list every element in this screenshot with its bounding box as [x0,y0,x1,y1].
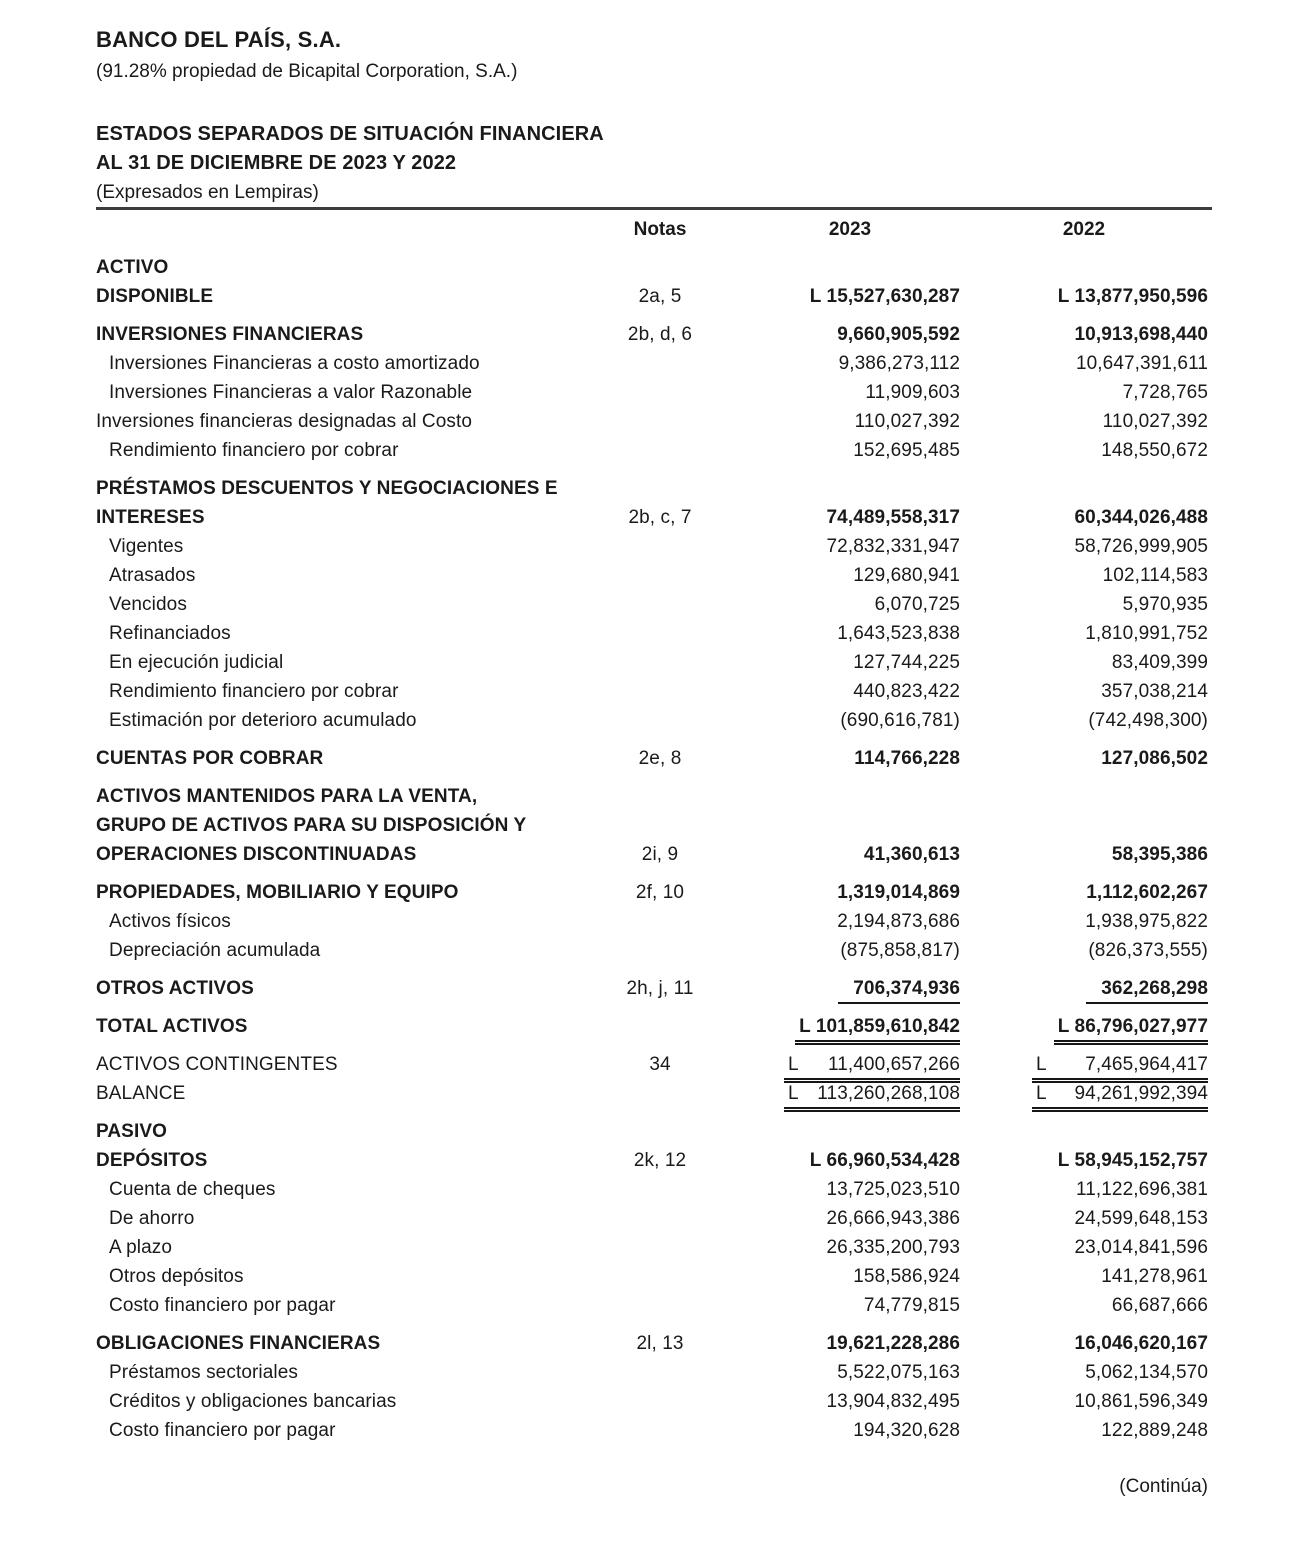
value-2022-amount: 148,550,672 [1101,440,1208,461]
value-2023-amount: 13,904,832,495 [826,1391,960,1412]
value-2023-amount: 11,909,603 [865,382,960,403]
statement-row [96,811,1208,840]
value-2022 [960,840,1208,869]
value-2023-amount: 26,666,943,386 [826,1208,960,1229]
row-label: Estimación por deterioro acumulado [109,710,417,731]
value-2023 [740,590,960,619]
value-2022 [960,1416,1208,1445]
currency-symbol: L [788,1054,799,1075]
row-label: Inversiones financieras designadas al Costo [96,411,473,432]
value-2022-amount: 16,046,620,167 [1074,1333,1208,1354]
value-2022-amount: 10,647,391,611 [1075,353,1208,374]
statement-row [96,474,1208,503]
value-2022-amount: 127,086,502 [1101,748,1208,769]
value-2023 [740,1117,960,1146]
value-2022-amount: L 58,945,152,757 [1057,1150,1208,1171]
row-notes [580,436,740,465]
value-2022-amount: 1,810,991,752 [1085,623,1208,644]
value-2023 [740,811,960,840]
row-notes [580,590,740,619]
row-notes: 2f, 10 [635,882,685,903]
statement-row [96,1079,1208,1108]
statement-row [96,878,1208,907]
value-2022 [960,648,1208,677]
row-notes: 2l, 13 [636,1333,684,1354]
value-2023 [740,648,960,677]
value-2023 [740,1012,960,1045]
value-2022-amount: 10,861,596,349 [1074,1391,1208,1412]
value-2022-amount: L 13,877,950,596 [1057,286,1208,307]
statement-row [96,648,1208,677]
row-label: Inversiones Financieras a costo amortizado [109,353,480,374]
value-2022-amount: 60,344,026,488 [1074,507,1208,528]
value-2022-amount: 122,889,248 [1101,1420,1208,1441]
row-label: De ahorro [109,1208,195,1229]
statement-row [96,1291,1208,1320]
value-2023-amount: 6,070,725 [874,594,960,615]
value-2022-amount: 141,278,961 [1101,1266,1208,1287]
row-notes: 2e, 8 [638,748,682,769]
value-2023 [740,436,960,465]
statement-row [96,1117,1208,1146]
value-2022-amount: 58,395,386 [1111,844,1208,865]
value-2023-number: 11,400,657,266 [827,1054,960,1075]
value-2022 [960,677,1208,706]
value-2023 [740,907,960,936]
row-notes: 2k, 12 [633,1150,687,1171]
row-notes [580,782,740,811]
row-label: Inversiones Financieras a valor Razonable [109,382,473,403]
value-2022 [960,907,1208,936]
statement-row [96,1329,1208,1358]
value-2023 [740,1079,960,1112]
row-label: Otros depósitos [109,1266,244,1287]
statement-row [96,561,1208,590]
row-label: A plazo [109,1237,173,1258]
value-2023-amount: L 101,859,610,842 [795,1013,960,1045]
value-2023 [740,744,960,773]
value-2022 [960,706,1208,735]
row-notes [580,1079,740,1112]
row-label: OBLIGACIONES FINANCIERAS [96,1333,381,1354]
statement-row [96,378,1208,407]
value-2023 [740,1358,960,1387]
row-notes [580,1416,740,1445]
row-label: INTERESES [96,507,205,528]
value-2022 [960,1146,1208,1175]
value-2023-amount: (690,616,781) [840,710,960,731]
column-header-row [96,214,1208,245]
value-2022-amount: (742,498,300) [1088,710,1208,731]
row-notes [580,677,740,706]
row-label: DISPONIBLE [96,286,214,307]
value-2023-amount: 110,027,392 [854,411,960,432]
value-2022 [960,378,1208,407]
row-notes [580,1204,740,1233]
value-2022 [960,282,1208,311]
value-2023 [740,253,960,282]
continuation-note: (Continúa) [1119,1476,1208,1497]
row-label: ACTIVOS CONTINGENTES [96,1054,338,1075]
row-notes [580,474,740,503]
value-2023-amount: L 66,960,534,428 [809,1150,960,1171]
value-2022-amount: 58,726,999,905 [1074,536,1208,557]
statement-row [96,590,1208,619]
currency-symbol: L [1036,1054,1047,1075]
value-2022 [960,407,1208,436]
value-2023 [740,1416,960,1445]
value-2022-amount: 7,728,765 [1122,382,1208,403]
value-2022 [960,1079,1208,1112]
row-notes [580,619,740,648]
row-label: TOTAL ACTIVOS [96,1016,248,1037]
value-2022-amount: 66,687,666 [1111,1295,1208,1316]
value-2023-amount: 158,586,924 [853,1266,960,1287]
currency-symbol: L [1036,1083,1047,1104]
row-label: Costo financiero por pagar [109,1420,336,1441]
value-2023-amount: 129,680,941 [853,565,960,586]
value-2023-amount: 74,489,558,317 [826,507,960,528]
value-2023 [740,1204,960,1233]
row-notes [580,706,740,735]
row-label: Rendimiento financiero por cobrar [109,440,399,461]
statement-row [96,744,1208,773]
statement-row [96,1050,1208,1079]
row-notes [580,532,740,561]
value-2022 [960,532,1208,561]
value-2022 [960,936,1208,965]
value-2022 [960,1175,1208,1204]
header-divider [96,207,1212,210]
statement-row [96,532,1208,561]
value-2022 [960,782,1208,811]
row-label: PROPIEDADES, MOBILIARIO Y EQUIPO [96,882,459,903]
value-2023 [740,782,960,811]
value-2022 [960,1204,1208,1233]
statement-row [96,1387,1208,1416]
row-notes [580,811,740,840]
value-2023 [740,1146,960,1175]
value-2022 [960,974,1208,1004]
statement-row [96,503,1208,532]
value-2022 [960,474,1208,503]
statement-row [96,619,1208,648]
value-2023-amount: 26,335,200,793 [826,1237,960,1258]
row-notes [580,349,740,378]
value-2022 [960,436,1208,465]
value-2022 [960,1329,1208,1358]
statement-title: ESTADOS SEPARADOS DE SITUACIÓN FINANCIERA [96,123,604,145]
value-2023-amount: L 15,527,630,287 [809,286,960,307]
value-2023 [740,474,960,503]
bank-name: BANCO DEL PAÍS, S.A. [96,27,342,52]
statement-row [96,782,1208,811]
row-notes: 34 [649,1054,671,1075]
value-2023-amount: 1,319,014,869 [837,882,960,903]
value-2022 [960,561,1208,590]
value-2023 [740,1329,960,1358]
statement-row [96,907,1208,936]
value-2023 [740,407,960,436]
row-label: Rendimiento financiero por cobrar [109,681,399,702]
value-2022-number: 7,465,964,417 [1085,1054,1208,1075]
value-2023-amount: 41,360,613 [863,844,960,865]
value-2022 [960,1233,1208,1262]
value-2023-amount: 9,660,905,592 [837,324,960,345]
statement-row [96,1146,1208,1175]
row-label: INVERSIONES FINANCIERAS [96,324,364,345]
row-notes [580,253,740,282]
row-notes [580,936,740,965]
row-notes [580,378,740,407]
row-label: Activos físicos [109,911,231,932]
value-2023 [740,320,960,349]
value-2023 [740,378,960,407]
value-2023 [740,349,960,378]
value-2022 [960,619,1208,648]
statement-row [96,1175,1208,1204]
value-2023-amount: 194,320,628 [853,1420,960,1441]
row-notes [580,1358,740,1387]
statement-row [96,320,1208,349]
value-2022-amount: 1,112,602,267 [1086,882,1208,903]
column-header-2023: 2023 [828,219,872,240]
value-2022-amount: 24,599,648,153 [1074,1208,1208,1229]
value-2022 [960,253,1208,282]
value-2023 [740,878,960,907]
value-2023 [740,706,960,735]
value-2023-amount: 74,779,815 [863,1295,960,1316]
value-2022 [960,320,1208,349]
row-label: PRÉSTAMOS DESCUENTOS Y NEGOCIACIONES E [96,478,558,499]
row-notes [580,1387,740,1416]
row-label: Créditos y obligaciones bancarias [109,1391,397,1412]
value-2023-amount: 152,695,485 [853,440,960,461]
currency-note: (Expresados en Lempiras) [96,182,319,203]
statement-row [96,677,1208,706]
row-label: ACTIVO [96,257,169,278]
statement-date: AL 31 DE DICIEMBRE DE 2023 Y 2022 [96,152,457,174]
statement-row [96,1233,1208,1262]
value-2023 [740,840,960,869]
row-label: OTROS ACTIVOS [96,978,254,999]
value-2023-amount: 440,823,422 [853,681,960,702]
statement-row [96,936,1208,965]
row-label: Depreciación acumulada [109,940,321,961]
value-2022-amount: 1,938,975,822 [1085,911,1208,932]
ownership-note: (91.28% propiedad de Bicapital Corporation, S.A.) [96,61,518,82]
value-2022 [960,1117,1208,1146]
value-2022 [960,349,1208,378]
value-2022 [960,590,1208,619]
value-2022-number: 94,261,992,394 [1074,1083,1208,1104]
value-2023 [740,974,960,1004]
statement-row [96,282,1208,311]
value-2023 [740,561,960,590]
row-label: Vencidos [109,594,187,615]
value-2023-number: 113,260,268,108 [817,1083,960,1104]
value-2022 [960,878,1208,907]
value-2023 [740,619,960,648]
value-2023-amount: 5,522,075,163 [837,1362,960,1383]
value-2023 [740,1387,960,1416]
row-notes: 2b, c, 7 [628,507,692,528]
value-2023-amount: 1,643,523,838 [837,623,960,644]
value-2022 [960,1262,1208,1291]
row-label: ACTIVOS MANTENIDOS PARA LA VENTA, [96,786,478,807]
row-label: DEPÓSITOS [96,1150,208,1171]
value-2023-amount: (875,858,817) [840,940,960,961]
value-2023-amount: 19,621,228,286 [826,1333,960,1354]
row-label: CUENTAS POR COBRAR [96,748,324,769]
statement-rows [96,253,1208,1445]
row-label: BALANCE [96,1083,186,1104]
value-2023-amount: 706,374,936 [838,975,960,1004]
row-label: Vigentes [109,536,184,557]
value-2023-amount: 127,744,225 [853,652,960,673]
value-2023 [740,1291,960,1320]
value-2022 [960,1291,1208,1320]
value-2023 [740,1233,960,1262]
row-notes [580,561,740,590]
row-notes [580,1117,740,1146]
statement-row [96,1358,1208,1387]
statement-row [96,1012,1208,1041]
currency-symbol: L [788,1083,799,1104]
value-2022 [960,1012,1208,1045]
statement-row [96,1416,1208,1445]
value-2022-amount: 5,062,134,570 [1085,1362,1208,1383]
value-2022-amount: 23,014,841,596 [1074,1237,1208,1258]
statement-row [96,840,1208,869]
value-2023-amount [784,1080,960,1112]
row-notes: 2h, j, 11 [626,978,694,999]
value-2023-amount: 13,725,023,510 [826,1179,960,1200]
statement-row [96,974,1208,1003]
value-2022-amount: 11,122,696,381 [1075,1179,1208,1200]
value-2022 [960,811,1208,840]
row-label: Costo financiero por pagar [109,1295,336,1316]
value-2022-amount: 5,970,935 [1122,594,1208,615]
value-2023 [740,677,960,706]
value-2022-amount: 110,027,392 [1102,411,1208,432]
column-header-spacer [96,214,580,245]
column-header-notas: Notas [633,219,687,240]
value-2022-amount: 83,409,399 [1111,652,1208,673]
row-label: Refinanciados [109,623,231,644]
statement-row [96,436,1208,465]
value-2023 [740,532,960,561]
value-2022-amount: 357,038,214 [1101,681,1208,702]
row-label: Atrasados [109,565,196,586]
value-2022 [960,1358,1208,1387]
value-2023-amount: 9,386,273,112 [838,353,960,374]
row-label: PASIVO [96,1121,167,1142]
row-notes [580,1233,740,1262]
row-notes [580,648,740,677]
row-label: Cuenta de cheques [109,1179,276,1200]
statement-row [96,1262,1208,1291]
statement-title-block [96,120,1208,178]
statement-row [96,706,1208,735]
value-2023 [740,503,960,532]
value-2022-amount: 362,268,298 [1086,975,1208,1004]
value-2023 [740,282,960,311]
row-notes [580,407,740,436]
row-notes: 2i, 9 [641,844,679,865]
row-notes [580,1012,740,1045]
value-2023-amount: 114,766,228 [854,748,960,769]
row-label: En ejecución judicial [109,652,284,673]
row-notes [580,1262,740,1291]
value-2022-amount: (826,373,555) [1088,940,1208,961]
value-2022-amount: L 86,796,027,977 [1054,1013,1208,1045]
value-2022-amount [1032,1080,1208,1112]
value-2022 [960,503,1208,532]
value-2022-amount: 10,913,698,440 [1074,324,1208,345]
row-label: Préstamos sectoriales [109,1362,299,1383]
row-label: GRUPO DE ACTIVOS PARA SU DISPOSICIÓN Y [96,815,527,836]
value-2022-amount: 102,114,583 [1102,565,1208,586]
row-notes [580,1175,740,1204]
row-notes: 2a, 5 [638,286,682,307]
column-header-2022: 2022 [1062,219,1106,240]
statement-row [96,253,1208,282]
statement-row [96,1204,1208,1233]
row-notes [580,1291,740,1320]
statement-row [96,407,1208,436]
value-2023 [740,936,960,965]
row-notes: 2b, d, 6 [627,324,693,345]
value-2022 [960,1387,1208,1416]
value-2023-amount: 2,194,873,686 [837,911,960,932]
row-label: OPERACIONES DISCONTINUADAS [96,844,417,865]
value-2023 [740,1262,960,1291]
value-2023-amount: 72,832,331,947 [826,536,960,557]
value-2022 [960,744,1208,773]
row-notes [580,907,740,936]
statement-row [96,349,1208,378]
value-2023 [740,1175,960,1204]
